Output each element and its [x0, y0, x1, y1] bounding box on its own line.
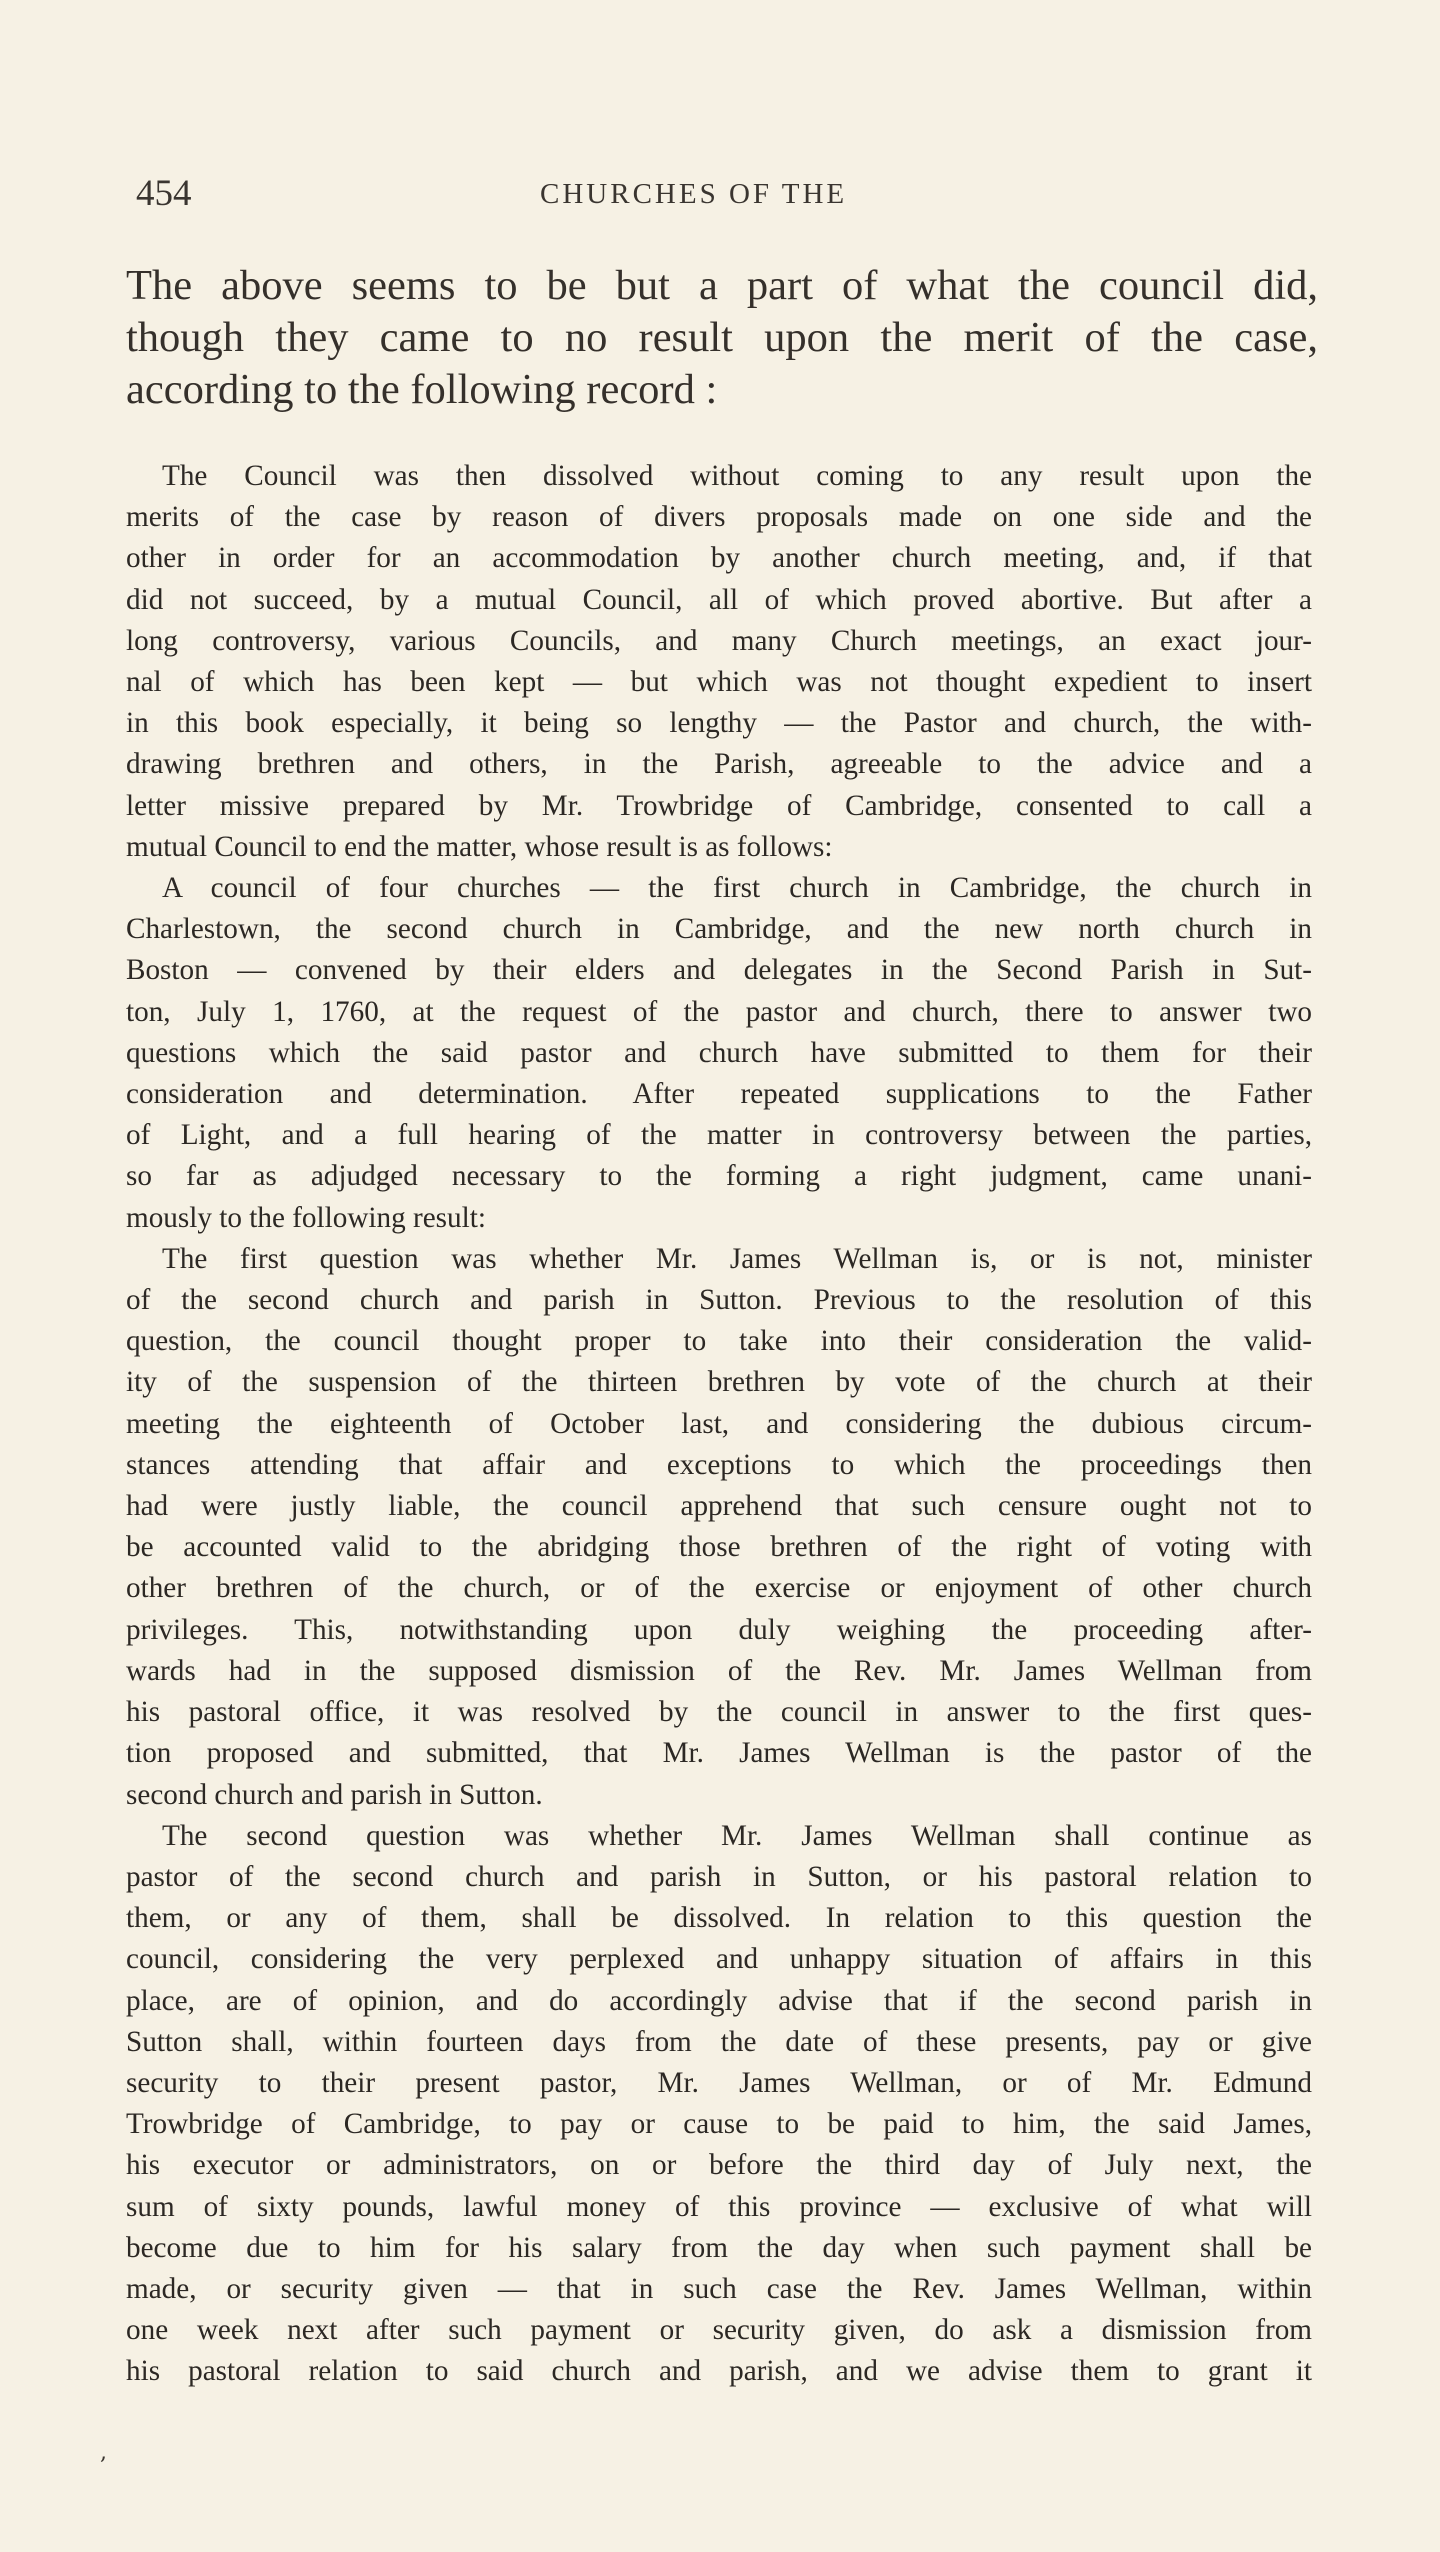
text-line: Boston — convened by their elders and delegates in the Second Parish in Sut-: [126, 954, 1312, 987]
text-line: consideration and determination. After repeated supplications to the Father: [126, 1078, 1312, 1111]
text-line: The Council was then dissolved without coming to any result upon the: [162, 460, 1312, 492]
record-paragraph: [126, 868, 1312, 1239]
text-line: become due to him for his salary from the day when such payment shall be: [126, 2231, 1312, 2264]
text-line: letter missive prepared by Mr. Trowbridge of Cambridge, consented to call a: [126, 789, 1312, 822]
text-line: his pastoral office, it was resolved by the council in answer to the first ques-: [126, 1696, 1312, 1729]
text-line: wards had in the supposed dismission of the Rev. Mr. James Wellman from: [126, 1654, 1312, 1687]
text-line: in this book especially, it being so lengthy — the Pastor and church, the with-: [126, 707, 1312, 740]
page-header: [136, 172, 1314, 222]
text-line: so far as adjudged necessary to the forming a right judgment, came unani-: [126, 1160, 1312, 1193]
record-paragraph: [126, 456, 1312, 868]
text-line: ton, July 1, 1760, at the request of the pastor and church, there to answer two: [126, 995, 1312, 1028]
text-line: stances attending that affair and exceptions to which the proceedings then: [126, 1448, 1312, 1481]
text-line: other brethren of the church, or of the exercise or enjoyment of other church: [126, 1572, 1312, 1605]
text-line: made, or security given — that in such case the Rev. James Wellman, within: [126, 2272, 1312, 2305]
text-line: his pastoral relation to said church and parish, and we advise them to grant it: [126, 2355, 1312, 2388]
text-line: one week next after such payment or security given, do ask a dismission from: [126, 2314, 1312, 2347]
text-line: did not succeed, by a mutual Council, all of which proved abortive. But after a: [126, 583, 1312, 616]
text-line: meeting the eighteenth of October last, and considering the dubious circum-: [126, 1407, 1312, 1440]
intro-paragraph: [126, 260, 1318, 416]
text-line: nal of which has been kept — but which was not thought expedient to insert: [126, 666, 1312, 699]
text-line: of the second church and parish in Sutton. Previous to the resolution of this: [126, 1284, 1312, 1317]
text-line: sum of sixty pounds, lawful money of this province — exclusive of what will: [126, 2190, 1312, 2223]
text-line: council, considering the very perplexed and unhappy situation of affairs in this: [126, 1943, 1312, 1976]
text-line: ity of the suspension of the thirteen brethren by vote of the church at their: [126, 1366, 1312, 1399]
text-line: The first question was whether Mr. James Wellman is, or is not, minister: [162, 1242, 1312, 1275]
text-line: be accounted valid to the abridging those brethren of the right of voting with: [126, 1531, 1312, 1564]
text-line: other in order for an accommodation by another church meeting, and, if that: [126, 542, 1312, 575]
record-paragraph: [126, 1816, 1312, 2393]
stray-ink-mark: ,: [100, 2440, 107, 2465]
running-head: CHURCHES OF THE: [540, 178, 848, 210]
text-line: privileges. This, notwithstanding upon duly weighing the proceeding after-: [126, 1613, 1312, 1646]
text-line: long controversy, various Councils, and many Church meetings, an exact jour-: [126, 624, 1312, 657]
text-line: them, or any of them, shall be dissolved. In relation to this question the: [126, 1902, 1312, 1935]
intro-line: The above seems to be but a part of what the council did,: [126, 262, 1318, 309]
text-line: mutual Council to end the matter, whose result is as follows:: [126, 830, 833, 863]
text-line: Charlestown, the second church in Cambridge, and the new north church in: [126, 913, 1312, 946]
text-line: place, are of opinion, and do accordingly advise that if the second parish in: [126, 1984, 1312, 2017]
intro-line: though they came to no result upon the merit of the case,: [126, 314, 1318, 361]
text-line: had were justly liable, the council apprehend that such censure ought not to: [126, 1490, 1312, 1523]
text-line: second church and parish in Sutton.: [126, 1778, 543, 1811]
text-line: merits of the case by reason of divers proposals made on one side and the: [126, 501, 1312, 534]
text-line: his executor or administrators, on or before the third day of July next, the: [126, 2149, 1312, 2182]
text-line: pastor of the second church and parish in Sutton, or his pastoral relation to: [126, 1860, 1312, 1893]
text-line: question, the council thought proper to take into their consideration the valid-: [126, 1325, 1312, 1358]
text-line: Sutton shall, within fourteen days from the date of these presents, pay or give: [126, 2025, 1312, 2058]
text-line: of Light, and a full hearing of the matter in controversy between the parties,: [126, 1119, 1312, 1152]
text-line: tion proposed and submitted, that Mr. James Wellman is the pastor of the: [126, 1737, 1312, 1770]
record-text: [126, 456, 1312, 2393]
text-line: The second question was whether Mr. James Wellman shall continue as: [162, 1819, 1312, 1852]
text-line: A council of four churches — the first church in Cambridge, the church in: [162, 872, 1312, 905]
text-line: drawing brethren and others, in the Parish, agreeable to the advice and a: [126, 748, 1312, 781]
record-paragraph: [126, 1239, 1312, 1816]
text-line: questions which the said pastor and church have submitted to them for their: [126, 1036, 1312, 1069]
page-number: 454: [136, 173, 192, 214]
text-line: Trowbridge of Cambridge, to pay or cause to be paid to him, the said James,: [126, 2108, 1312, 2141]
text-line: mously to the following result:: [126, 1201, 486, 1234]
text-line: security to their present pastor, Mr. James Wellman, or of Mr. Edmund: [126, 2066, 1312, 2099]
intro-line: according to the following record :: [126, 366, 718, 413]
